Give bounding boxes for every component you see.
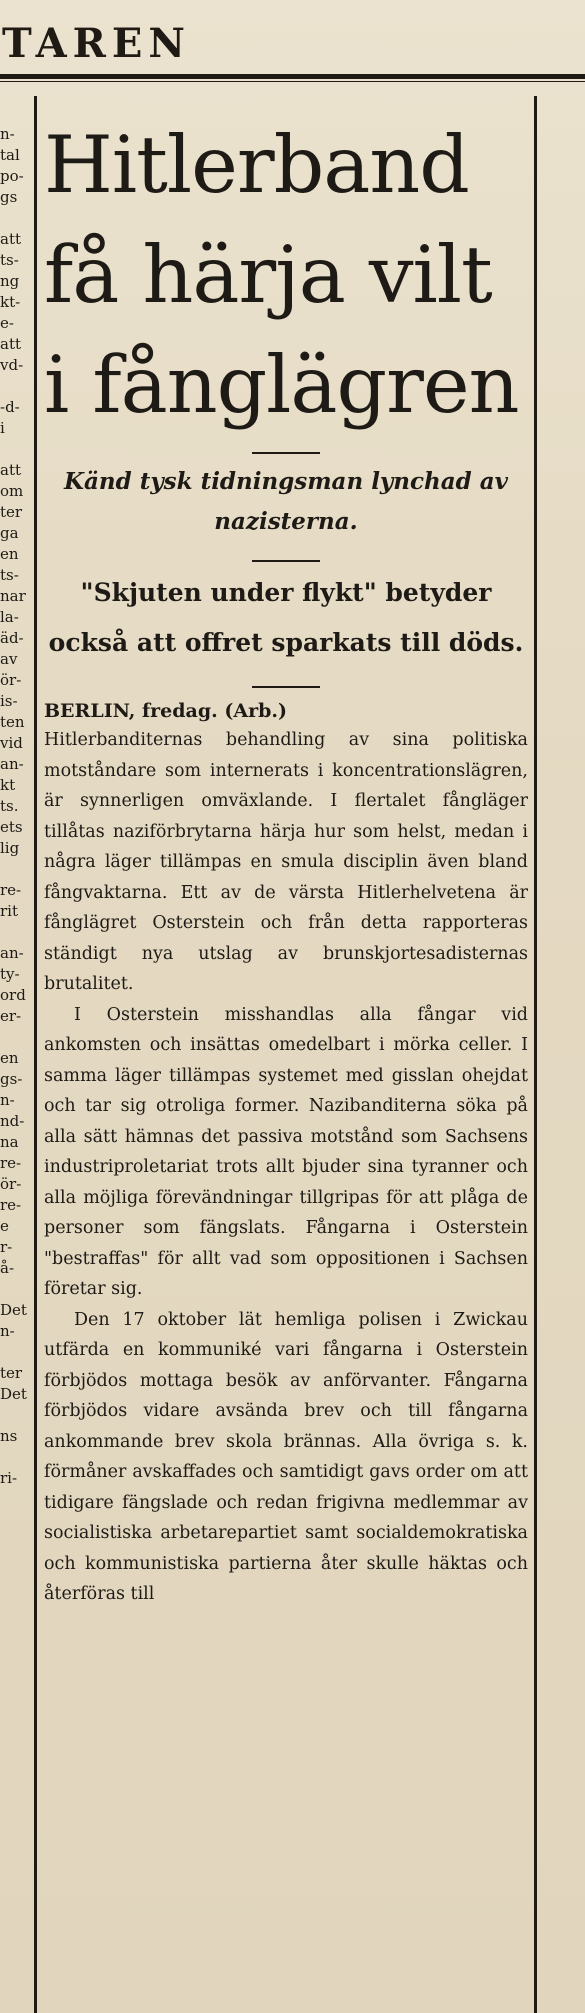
fragment-line <box>0 922 34 943</box>
fragment-line <box>0 1405 34 1426</box>
fragment-line: äd- <box>0 629 24 647</box>
fragment-line <box>0 1279 34 1300</box>
fragment-line: ns <box>0 1427 18 1445</box>
fragment-line: att <box>0 335 21 353</box>
fragment-line: gs <box>0 188 18 206</box>
fragment-line: ng <box>0 272 20 290</box>
fragment-line: gs- <box>0 1070 23 1088</box>
fragment-line: is- <box>0 692 18 710</box>
adjacent-column-fragment <box>0 124 34 1489</box>
fragment-line: an- <box>0 755 24 773</box>
column-rule-left <box>34 96 37 2013</box>
fragment-line: en <box>0 545 19 563</box>
fragment-line: ets <box>0 818 23 836</box>
fragment-line: tal <box>0 146 20 164</box>
fragment-line: ter <box>0 1364 23 1382</box>
fragment-line: er- <box>0 1007 22 1025</box>
fragment-line <box>0 208 34 229</box>
fragment-line: re- <box>0 881 22 899</box>
fragment-line: Det <box>0 1385 27 1403</box>
dateline: BERLIN, fredag. (Arb.) <box>44 700 287 722</box>
headline-line: få härja vilt <box>44 229 492 321</box>
article <box>44 110 528 1610</box>
fragment-line: att <box>0 461 21 479</box>
headline-line: Hitlerband <box>44 119 469 211</box>
divider <box>252 452 320 454</box>
fragment-line: ten <box>0 713 25 731</box>
fragment-line <box>0 1447 34 1468</box>
fragment-line: na <box>0 1133 19 1151</box>
fragment-line: om <box>0 482 24 500</box>
fragment-line: ter <box>0 503 23 521</box>
subheading-italic: Känd tysk tidningsman lynchad av nazisterna. <box>63 468 509 535</box>
fragment-line: en <box>0 1049 19 1067</box>
fragment-line: å- <box>0 1259 15 1277</box>
fragment-line: nd- <box>0 1112 25 1130</box>
masthead: TAREN <box>2 20 191 67</box>
paragraph: Hitlerbanditernas behandling av sina politiska motståndare som internerats i koncentrationslägren, är synnerligen omväxlande. I flertalet fångläger tillåtas naziförbrytarna härja hur som helst, medan i några läger tillämpas en smula disciplin även bland fångvaktarna. Ett av de värsta Hitlerhelvetena är fånglägret Osterstein och från detta rapporteras ständigt nya utslag av brunskjortesadisternas brutalitet. <box>44 730 528 994</box>
fragment-line: ts- <box>0 566 19 584</box>
fragment-line: ri- <box>0 1469 18 1487</box>
fragment-line: vid <box>0 734 23 752</box>
fragment-line: e <box>0 1217 9 1235</box>
paragraph: I Osterstein misshandlas alla fångar vid ankomsten och insättas omedelbart i mörka celler. I samma läger tillämpas systemet med gisslan ohejdat och tar sig otroliga former. Nazibanditerna söka på alla sätt hämnas det passiva motstånd som Sachsens industriproletariat trots allt bjuder sina tyranner och alla möjliga förevändningar tillgripas för att plåga de personer som fängslats. Fångarna i Osterstein "bestraffas" för allt vad som oppositionen i Sachsen företar sig. <box>44 1004 528 1299</box>
fragment-line: ord <box>0 986 26 1004</box>
fragment-line <box>0 1027 34 1048</box>
fragment-line: ör- <box>0 671 22 689</box>
fragment-line: e- <box>0 314 14 332</box>
fragment-line: lig <box>0 839 20 857</box>
fragment-line: ty- <box>0 965 20 983</box>
fragment-line: ga <box>0 524 19 542</box>
fragment-line: ts- <box>0 251 19 269</box>
fragment-line: Det <box>0 1301 27 1319</box>
masthead-rule-thin <box>0 81 585 82</box>
headline <box>44 110 528 440</box>
fragment-line: -d- <box>0 398 20 416</box>
fragment-line: att <box>0 230 21 248</box>
fragment-line <box>0 1342 34 1363</box>
fragment-line: re- <box>0 1154 22 1172</box>
fragment-line <box>0 376 34 397</box>
paragraph: Den 17 oktober lät hemliga polisen i Zwickau utfärda en kommuniké vari fångarna i Osterstein förbjödos mottaga besök av anförvanter. Fångarna förbjödos vidare avsända brev och till fångarna ankommande brev skola brännas. Alla övriga s. k. förmåner avskaffades och samtidigt gavs order om att tidigare fängslade och redan frigivna medlemmar av socialistiska arbetarepartiet samt socialdemokratiska och kommunistiska partierna åter skulle häktas och återföras till <box>44 1309 528 1604</box>
article-body <box>44 725 528 1610</box>
fragment-line: nar <box>0 587 26 605</box>
fragment-line: n- <box>0 1322 15 1340</box>
fragment-line: kt <box>0 776 16 794</box>
fragment-line: po- <box>0 167 24 185</box>
fragment-line: an- <box>0 944 24 962</box>
fragment-line: av <box>0 650 18 668</box>
column-rule-right <box>534 96 537 2013</box>
fragment-line: rit <box>0 902 18 920</box>
fragment-line: kt- <box>0 293 21 311</box>
divider <box>252 686 320 688</box>
fragment-line <box>0 439 34 460</box>
fragment-line <box>0 859 34 880</box>
fragment-line: ör- <box>0 1175 22 1193</box>
fragment-line: re- <box>0 1196 22 1214</box>
divider <box>252 560 320 562</box>
fragment-line: la- <box>0 608 19 626</box>
fragment-line: r- <box>0 1238 13 1256</box>
headline-line: i fånglägren <box>44 339 519 431</box>
fragment-line: n- <box>0 125 15 143</box>
fragment-line: vd- <box>0 356 24 374</box>
fragment-line: n- <box>0 1091 15 1109</box>
fragment-line: ts. <box>0 797 19 815</box>
masthead-rule <box>0 74 585 79</box>
subheading-bold: "Skjuten under flykt" betyder också att offret sparkats till döds. <box>48 578 524 657</box>
fragment-line: i <box>0 419 5 437</box>
